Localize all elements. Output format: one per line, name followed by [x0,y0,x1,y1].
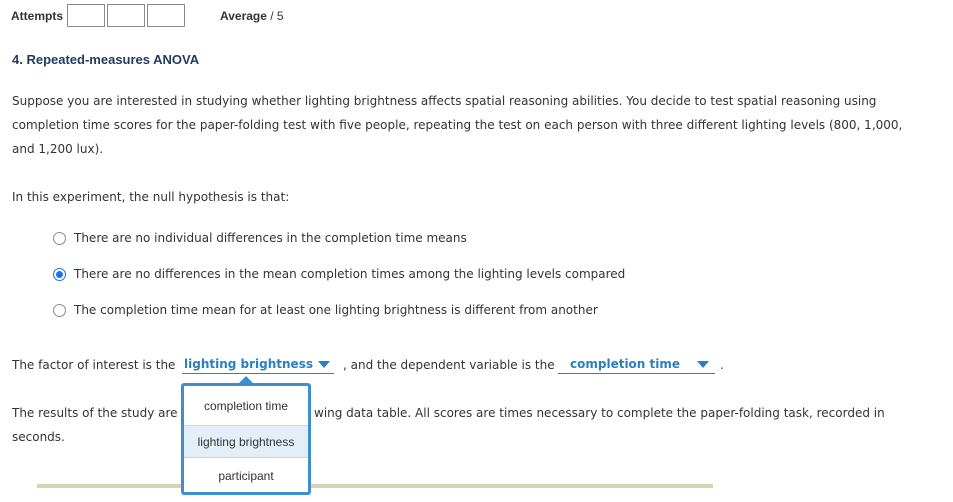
chevron-down-icon[interactable] [318,361,330,368]
dv-dropdown[interactable] [558,356,715,374]
menu-item-lighting-brightness[interactable]: lighting brightness [184,425,308,458]
attempt-box-3 [147,4,185,27]
dv-dropdown-value[interactable]: completion time [570,357,681,371]
factor-prefix: The factor of interest is the [12,358,176,372]
factor-dropdown-menu [181,383,311,495]
radio-button-3[interactable] [53,304,66,317]
radio-label-3[interactable]: The completion time mean for at least one lighting brightness is different from another [74,303,598,317]
factor-dropdown-value[interactable]: lighting brightness [184,357,313,371]
dv-prefix: , and the dependent variable is the [343,358,555,372]
intro-line-3: and 1,200 lux). [12,142,104,156]
radio-label-1[interactable]: There are no individual differences in the completion time means [74,231,467,245]
dv-suffix: . [720,358,724,372]
menu-item-participant[interactable]: participant [218,469,274,483]
average-display [220,9,284,23]
results-text-left: The results of the study are [12,406,178,420]
factor-dropdown[interactable] [182,356,334,374]
question-intro [12,89,942,161]
results-text-line2: seconds. [12,430,65,444]
data-table-top-border [37,484,713,488]
attempt-box-2 [107,4,145,27]
dropdown-pointer [239,376,253,383]
attempts-label: Attempts [11,9,64,23]
radio-label-2[interactable]: There are no differences in the mean completion times among the lighting levels compared [74,267,626,281]
average-value: / 5 [270,9,284,23]
radio-button-2[interactable] [53,268,66,281]
null-hypothesis-prompt: In this experiment, the null hypothesis is that: [12,190,290,204]
average-label: Average [220,9,267,23]
attempt-box-1 [67,4,105,27]
question-title: 4. Repeated-measures ANOVA [12,52,200,67]
intro-line-2: completion time scores for the paper-folding test with five people, repeating the test on each person with three different lighting levels (800, 1,000, [12,118,903,132]
chevron-down-icon[interactable] [697,361,709,368]
menu-item-completion-time[interactable]: completion time [203,399,289,413]
radio-button-1[interactable] [53,232,66,245]
results-text-right: wing data table. All scores are times necessary to complete the paper-folding task, recorded in [314,406,885,420]
intro-line-1: Suppose you are interested in studying whether lighting brightness affects spatial reasoning abilities. You decide to test spatial reasoning using [12,94,877,108]
